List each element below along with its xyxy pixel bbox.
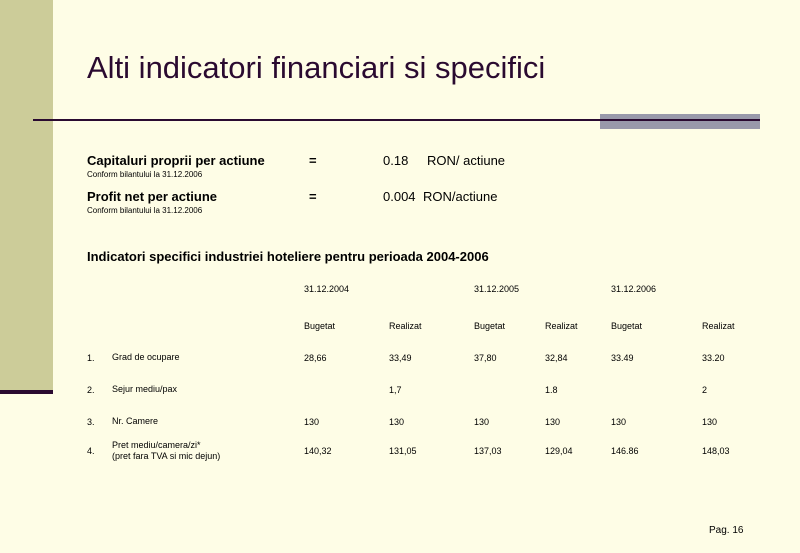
- table-cell: 148,03: [702, 446, 730, 456]
- table-cell: 137,03: [474, 446, 502, 456]
- table-row-number: 4.: [87, 446, 95, 456]
- table-cell: 1.8: [545, 385, 558, 395]
- table-subheader: Bugetat: [474, 321, 506, 331]
- table-cell: 33,49: [389, 353, 412, 363]
- left-decor-band: [0, 0, 53, 394]
- table-cell: 37,80: [474, 353, 497, 363]
- table-cell: 130: [702, 417, 718, 427]
- table-cell: 2: [702, 385, 708, 395]
- section-title: Indicatori specifici industriei hoteliere pentru perioada 2004-2006: [87, 249, 489, 264]
- table-subheader: Realizat: [389, 321, 422, 331]
- table-row-name: Sejur mediu/pax: [112, 384, 178, 394]
- indicator-label: Capitaluri proprii per actiune: [87, 153, 265, 168]
- table-cell: 130: [545, 417, 561, 427]
- table-cell: 131,05: [389, 446, 417, 456]
- table-row-name: Pret mediu/camera/zi*: [112, 440, 201, 450]
- table-row-number: 3.: [87, 417, 95, 427]
- table-date-header: 31.12.2005: [474, 284, 520, 294]
- table-row-name-note: (pret fara TVA si mic dejun): [112, 451, 221, 461]
- table-row-name: Grad de ocupare: [112, 352, 180, 362]
- table-date-header: 31.12.2006: [611, 284, 657, 294]
- table-cell: 146.86: [611, 446, 639, 456]
- table-cell: 140,32: [304, 446, 332, 456]
- table-cell: 130: [474, 417, 490, 427]
- table-subheader: Realizat: [545, 321, 578, 331]
- table-cell: 130: [389, 417, 405, 427]
- page-number: Pag. 16: [709, 525, 744, 536]
- table-date-header: 31.12.2004: [304, 284, 350, 294]
- table-row-number: 1.: [87, 353, 95, 363]
- slide-title: Alti indicatori financiari si specifici: [87, 50, 546, 85]
- indicator-note: Conform bilantului la 31.12.2006: [87, 206, 203, 215]
- indicator-equals: =: [309, 153, 317, 168]
- indicator-unit: RON/ actiune: [427, 153, 506, 168]
- table-subheader: Bugetat: [611, 321, 643, 331]
- table-subheader: Bugetat: [304, 321, 336, 331]
- table-row-name: Nr. Camere: [112, 416, 159, 426]
- left-band-underline: [0, 390, 53, 394]
- table-cell: 129,04: [545, 446, 573, 456]
- table-cell: 33.20: [702, 353, 725, 363]
- table-cell: 32,84: [545, 353, 568, 363]
- title-rule-accent-line: [600, 119, 760, 121]
- title-rule-accent: [600, 114, 760, 129]
- indicator-note: Conform bilantului la 31.12.2006: [87, 170, 203, 179]
- indicator-value: 0.18: [383, 153, 409, 168]
- indicator-label: Profit net per actiune: [87, 189, 218, 204]
- indicator-unit: RON/actiune: [423, 189, 498, 204]
- table-cell: 33.49: [611, 353, 634, 363]
- table-cell: 130: [611, 417, 627, 427]
- indicator-value: 0.004: [383, 189, 416, 204]
- table-cell: 130: [304, 417, 320, 427]
- table-subheader: Realizat: [702, 321, 735, 331]
- table-cell: 1,7: [389, 385, 402, 395]
- indicator-equals: =: [309, 189, 317, 204]
- table-cell: 28,66: [304, 353, 327, 363]
- table-row-number: 2.: [87, 385, 95, 395]
